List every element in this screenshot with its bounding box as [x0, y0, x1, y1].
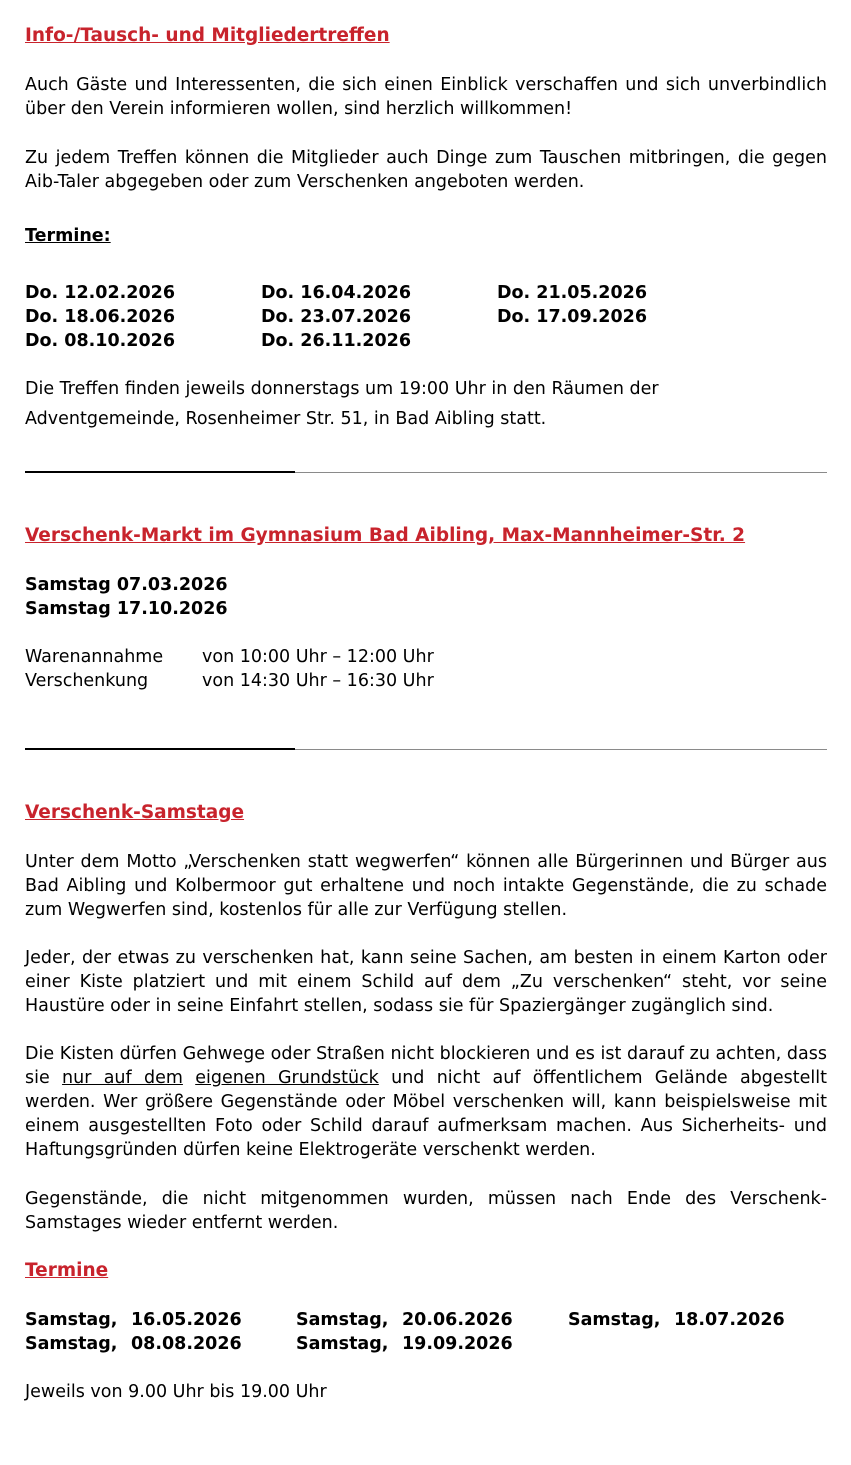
rules-underlined-text: eigenen Grundstück — [195, 1068, 379, 1088]
meeting-date: Do. 23.07.2026 — [261, 307, 411, 327]
saturday-day: Samstag, — [296, 1334, 389, 1354]
paragraph-rules — [25, 1042, 827, 1162]
meeting-date: Do. 08.10.2026 — [25, 331, 175, 351]
divider — [25, 748, 295, 750]
termine-heading: Termine — [25, 1260, 109, 1281]
divider — [25, 471, 295, 473]
divider — [295, 749, 827, 750]
section-title-mitgliedertreffen: Info-/Tausch- und Mitgliedertreffen — [25, 25, 390, 46]
rules-text: und nicht auf öffentlichem Gelände abgestellt werden. Wer größere Gegenstände oder Möbel verschenken will, kann beispielsweise mit einem ausgestellten Foto oder Schild darauf aufmerksam machen. Aus Sicherheits- und Haftungsgründen dürfen keine Elektrogeräte verschenkt werden. — [25, 1068, 828, 1160]
time-value-verschenkung: von 14:30 Uhr – 16:30 Uhr — [202, 671, 434, 691]
paragraph-exchange: Zu jedem Treffen können die Mitglieder auch Dinge zum Tauschen mitbringen, die gegen Aib-Taler abgegeben oder zum Verschenken angeboten werden. — [25, 148, 827, 192]
market-date: Samstag 07.03.2026 — [25, 575, 228, 595]
meeting-date: Do. 18.06.2026 — [25, 307, 175, 327]
saturday-date: 16.05.2026 — [131, 1310, 242, 1330]
hours-text: Jeweils von 9.00 Uhr bis 19.00 Uhr — [25, 1382, 327, 1402]
location-line-1: Die Treffen finden jeweils donnerstags um 19:00 Uhr in den Räumen der — [25, 379, 659, 399]
paragraph-instructions: Jeder, der etwas zu verschenken hat, kann seine Sachen, am besten in einem Karton oder einer Kiste platziert und mit einem Schild auf dem „Zu verschenken“ steht, vor seine Haustüre oder in seine Einfahrt stellen, sodass sie für Spaziergänger zugänglich sind. — [25, 948, 827, 1016]
meeting-date: Do. 26.11.2026 — [261, 331, 411, 351]
saturday-date: 19.09.2026 — [402, 1334, 513, 1354]
rules-text — [183, 1068, 195, 1088]
paragraph-motto: Unter dem Motto „Verschenken statt wegwerfen“ können alle Bürgerinnen und Bürger aus Bad Aibling und Kolbermoor gut erhaltene und noch intakte Gegenstände, die zu schade zum Wegwerfen sind, kostenlos für alle zur Verfügung stellen. — [25, 852, 827, 920]
saturday-day: Samstag, — [25, 1310, 118, 1330]
market-date: Samstag 17.10.2026 — [25, 599, 228, 619]
time-value-warenannahme: von 10:00 Uhr – 12:00 Uhr — [202, 647, 434, 667]
meeting-date: Do. 21.05.2026 — [497, 283, 647, 303]
meeting-date: Do. 16.04.2026 — [261, 283, 411, 303]
rules-text: Die Kisten dürfen Gehwege oder Straßen nicht blockieren und es ist darauf zu achten, dass sie — [25, 1044, 827, 1088]
rules-underlined-text: nur auf dem — [62, 1068, 183, 1088]
meeting-date: Do. 17.09.2026 — [497, 307, 647, 327]
meeting-date: Do. 12.02.2026 — [25, 283, 175, 303]
time-label-verschenkung: Verschenkung — [25, 671, 149, 691]
saturday-day: Samstag, — [25, 1334, 118, 1354]
saturday-date: 20.06.2026 — [402, 1310, 513, 1330]
divider — [295, 472, 827, 473]
location-line-2: Adventgemeinde, Rosenheimer Str. 51, in Bad Aibling statt. — [25, 409, 547, 429]
paragraph-guests: Auch Gäste und Interessenten, die sich einen Einblick verschaffen und sich unverbindlich über den Verein informieren wollen, sind herzlich willkommen! — [25, 75, 827, 119]
saturday-date: 08.08.2026 — [131, 1334, 242, 1354]
section-title-verschenk-samstage: Verschenk-Samstage — [25, 802, 245, 823]
saturday-day: Samstag, — [296, 1310, 389, 1330]
saturday-date: 18.07.2026 — [674, 1310, 785, 1330]
time-label-warenannahme: Warenannahme — [25, 647, 164, 667]
saturday-day: Samstag, — [568, 1310, 661, 1330]
section-title-verschenk-markt: Verschenk-Markt im Gymnasium Bad Aibling, Max-Mannheimer-Str. 2 — [25, 525, 746, 546]
paragraph-removal: Gegenstände, die nicht mitgenommen wurden, müssen nach Ende des Verschenk-Samstages wieder entfernt werden. — [25, 1189, 827, 1233]
termine-heading: Termine: — [25, 226, 111, 246]
